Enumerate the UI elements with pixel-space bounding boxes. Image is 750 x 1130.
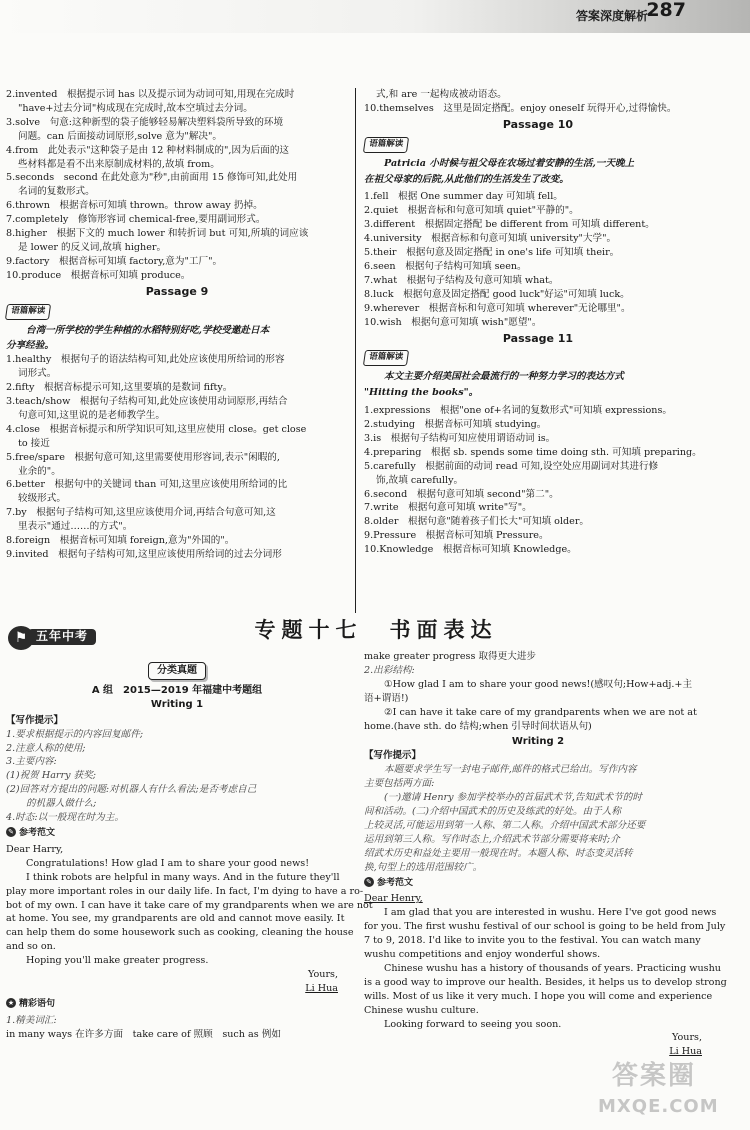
answer-line: 10.wish 根据句意可知填 wish"愿望"。 <box>364 316 542 328</box>
phrase-line: 2.出彩结构: <box>364 664 415 676</box>
hint-line: (2)回答对方提出的问题:对机器人有什么看法;是否考虑自己 <box>6 784 257 796</box>
answer-line: 6.seen 根据句子结构可知填 seen。 <box>364 260 527 272</box>
hint-line: (一)邀请 Henry 参加学校举办的首届武术节,告知武术节的时 <box>384 792 642 804</box>
answer-line: 5.their 根据句意及固定搭配 in one's life 可知填 their。 <box>364 247 620 259</box>
hint-line: 2.注意人称的使用; <box>6 742 86 754</box>
hint-line: 4.时态:以一般现在时为主。 <box>6 812 124 824</box>
answer-line: 5.carefully 根据前面的动词 read 可知,设空处应用副词对其进行修 <box>364 460 659 472</box>
answer-line: 4.close 根据音标提示和所学知识可知,这里应使用 close。get close <box>6 423 307 435</box>
phrase-line: 语+谓语!) <box>364 692 409 704</box>
passage-summary: 在祖父母家的后院,从此他们的生活发生了改变。 <box>364 173 569 185</box>
letter-line: Looking forward to seeing you soon. <box>384 1018 562 1030</box>
answer-line: 9.factory 根据音标可知填 factory,意为"工厂"。 <box>6 255 223 267</box>
answer-line: 5.seconds second 在此处意为"秒",由前面用 15 修饰可知,此处用 <box>6 172 298 184</box>
answer-line: 10.produce 根据音标可知填 produce。 <box>6 269 191 281</box>
top-left-column <box>6 88 348 616</box>
passage-summary-tag: 语篇解读 <box>363 137 409 153</box>
letter-line: 7 to 9, 2018. I'd like to invite you to the festival. You can watch many <box>364 935 701 947</box>
answer-line: 8.older 根据句意"随着孩子们长大"可知填 older。 <box>364 516 590 528</box>
letter-closing: Yours, <box>307 969 338 981</box>
letter-line: Chinese wushu has a history of thousands of years. Practicing wushu <box>384 962 721 974</box>
watermark-text: 答案圈 <box>612 1061 697 1091</box>
answer-line: 2.quiet 根据音标和句意可知填 quiet"平静的"。 <box>364 205 579 217</box>
answer-line: 7.by 根据句子结构可知,这里应该使用介词,再结合句意可知,这 <box>6 507 276 519</box>
answer-line: 6.second 根据句意可知填 second"第二"。 <box>364 488 559 500</box>
hint-line: 换,句型上的选用范围较广。 <box>364 861 483 873</box>
answer-line: 句意可知,这里说的是老师教学生。 <box>18 409 165 421</box>
hint-line: 的机器人做什么; <box>26 798 97 810</box>
watermark-url: MXQE.COM <box>598 1096 719 1117</box>
writing-title: Writing 1 <box>150 698 204 710</box>
answer-line: 8.luck 根据句意及固定搭配 good luck"好运"可知填 luck。 <box>364 288 630 300</box>
letter-line: Hoping you'll make greater progress. <box>26 955 209 967</box>
answer-line: 2.invented 根据提示词 has 以及提示词为动词可知,用现在完成时 <box>6 89 295 100</box>
answer-line: 问题。can 后面接动词原形,solve 意为"解决"。 <box>18 130 223 142</box>
answer-line: 6.thrown 根据音标可知填 thrown。throw away 扔掉。 <box>6 200 263 212</box>
phrase-line: ②I can have it take care of my grandparents when we are not at <box>384 706 697 718</box>
letter-line: bot of my own. I can have it take care of my grandparents when we are not <box>6 899 373 911</box>
answer-line: 里表示"通过……的方式"。 <box>18 521 133 533</box>
passage-title: Passage 9 <box>145 284 209 298</box>
phrase-line: home.(have sth. do 结构;when 引导时间状语从句) <box>364 720 592 732</box>
passage-summary: 本文主要介绍美国社会最流行的一种努力学习的表达方式 <box>384 371 624 383</box>
letter-line: for you. The first wushu festival of our school is going to be held from July <box>364 921 726 933</box>
hint-line: 上较灵活,可能运用到第一人称、第二人称。介绍中国武术部分还要 <box>364 819 646 831</box>
answer-line: 4.from 此处表示"这种袋子是由 12 种材料制成的",因为后面的这 <box>6 144 290 156</box>
section-title: 专题十七 书面表达 <box>254 618 498 642</box>
answer-line: 词形式。 <box>18 368 57 380</box>
letter-signature: Li Hua <box>669 1046 702 1058</box>
letter-line: I am glad that you are interested in wushu. Here I've got good news <box>384 907 717 919</box>
answer-line: 6.better 根据句中的关键词 than 可知,这里应该使用所给词的比 <box>6 479 288 491</box>
answer-line: 4.university 根据音标和句意可知填 university"大学"。 <box>364 233 617 245</box>
answer-line: 1.expressions 根据"one of+名词的复数形式"可知填 expressions。 <box>364 405 672 417</box>
answer-line: 7.completely 修饰形容词 chemical-free,要用副词形式。 <box>6 214 266 226</box>
passage-summary: Patricia 小时候与祖父母在农场过着安静的生活,一天晚上 <box>384 157 635 169</box>
answer-line: 些材料都是看不出来原制成材料的,故填 from。 <box>18 158 220 170</box>
letter-line: can help them do some housework such as cooking, cleaning the house <box>6 927 354 939</box>
hint-line: (1)祝贺 Harry 获奖; <box>6 770 96 782</box>
bottom-left-column <box>6 662 373 1074</box>
passage-summary-tag: 语篇解读 <box>5 304 51 320</box>
answer-line: 业余的"。 <box>18 465 61 477</box>
hint-line: 本题要求学生写一封电子邮件,邮件的格式已给出。写作内容 <box>384 764 637 776</box>
star-icon: ★ <box>7 999 15 1008</box>
answer-line: 10.themselves 这里是固定搭配。enjoy oneself 玩得开心,过得愉快。 <box>364 102 677 114</box>
letter-line: Dear Henry, <box>364 893 423 905</box>
answer-line: 3.solve 句意:这种新型的袋子能够轻易解决塑料袋所导致的环境 <box>6 116 284 128</box>
passage-title: Passage 11 <box>502 331 574 345</box>
answer-line: 2.studying 根据音标可知填 studying。 <box>364 419 547 431</box>
reference-essay-label: ✎ 参考范文 <box>6 827 55 841</box>
page-header <box>0 0 750 40</box>
group-title: A 组 2015—2019 年福建中考题组 <box>91 684 263 696</box>
phrase-line: make greater progress 取得更大进步 <box>364 651 537 662</box>
letter-line: and so on. <box>6 941 56 953</box>
answer-line: 3.teach/show 根据句子结构可知,此处应该使用动词原形,再结合 <box>6 396 288 408</box>
phrase-line: ①How glad I am to share your good news!(感叹句;How+adj.+主 <box>384 678 693 690</box>
badge-label: 五年中考 <box>28 629 96 645</box>
column-divider <box>355 88 356 613</box>
answer-line: 4.preparing 根据 sb. spends some time doing sth. 可知填 preparing。 <box>364 446 702 458</box>
pen-icon: ✎ <box>6 827 16 837</box>
hints-title: 【写作提示】 <box>6 714 64 726</box>
page-number: 287 <box>646 0 686 21</box>
letter-line: wills. Most of us like it very much. I hope you will come and experience <box>364 990 713 1002</box>
top-right-column <box>364 88 712 616</box>
letter-line: Dear Harry, <box>6 843 64 855</box>
letter-line: at home. You see, my grandparents are old and cannot move easily. It <box>6 913 345 925</box>
passage-summary-tag: 语篇解读 <box>363 350 409 366</box>
pen-icon: ✎ <box>364 877 374 887</box>
phrase-line: 1.精美词汇: <box>6 1014 57 1026</box>
answer-line: to 接近 <box>18 437 50 449</box>
letter-closing: Yours, <box>671 1032 702 1044</box>
answer-line: "have+过去分词"构成现在完成时,故本空填过去分词。 <box>18 102 253 114</box>
passage-summary: 台湾一所学校的学生种植的水稻特别好吃,学校受邀赴日本 <box>26 324 270 336</box>
header-title: 答案深度解析 <box>575 9 648 23</box>
passage-summary: "Hitting the books"。 <box>364 387 479 399</box>
site-watermark <box>592 1061 742 1126</box>
answer-line: 5.free/spare 根据句意可知,这里需要使用形容词,表示"闲暇的, <box>6 451 280 463</box>
hint-line: 间和活动。(二)介绍中国武术的历史及练武的好处。由于人称 <box>364 805 621 817</box>
hint-line: 绍武术历史和益处主要用一般现在时。本题人称、时态变灵活转 <box>364 847 633 859</box>
wonderful-sentences-label: ★ 精彩语句 <box>7 998 56 1009</box>
hint-line: 主要包括两方面: <box>364 778 435 790</box>
answer-line: 9.Pressure 根据音标可知填 Pressure。 <box>364 530 549 542</box>
bottom-right-column <box>364 650 727 1058</box>
letter-line: Chinese wushu culture. <box>364 1004 479 1016</box>
badge-flag-icon: ⚑ <box>8 626 34 650</box>
hint-line: 运用到第三人称。写作时态上,介绍武术节部分需要将来时;介 <box>364 833 620 845</box>
answer-line: 名词的复数形式。 <box>18 186 95 198</box>
hints-title: 【写作提示】 <box>364 750 422 762</box>
letter-line: I think robots are helpful in many ways. And in the future they'll <box>26 871 340 883</box>
reference-essay-label: ✎ 参考范文 <box>364 877 413 891</box>
category-label: 分类真题 <box>148 662 206 680</box>
answer-line: 7.write 根据句意可知填 write"写"。 <box>364 502 532 514</box>
letter-line: is a good way to improve our health. Besides, it helps us to develop strong <box>364 976 727 988</box>
writing-title: Writing 2 <box>511 736 565 748</box>
answer-line: 2.fifty 根据音标提示可知,这里要填的是数词 fifty。 <box>6 382 233 394</box>
answer-line: 较级形式。 <box>18 493 66 505</box>
letter-line: Congratulations! How glad I am to share your good news! <box>26 857 310 869</box>
letter-line: wushu competitions and enjoy wonderful shows. <box>364 949 601 961</box>
answer-line: 3.different 根据固定搭配 be different from 可知填 different。 <box>364 219 655 231</box>
hint-line: 3.主要内容: <box>6 756 57 768</box>
answer-line: 8.foreign 根据音标可知填 foreign,意为"外国的"。 <box>6 535 235 547</box>
answer-line: 1.healthy 根据句子的语法结构可知,此处应该使用所给词的形容 <box>6 354 285 366</box>
answer-line: 7.what 根据句子结构及句意可知填 what。 <box>364 274 559 286</box>
answer-line: 9.invited 根据句子结构可知,这里应该使用所给词的过去分词形 <box>6 549 282 560</box>
answer-line: 8.higher 根据下文的 much lower 和转折词 but 可知,所填的词应该 <box>6 228 309 240</box>
answer-line: 10.Knowledge 根据音标可知填 Knowledge。 <box>364 544 577 556</box>
answer-line: 饰,故填 carefully。 <box>376 474 464 486</box>
five-year-exam-badge <box>8 626 116 650</box>
hint-line: 1.要求根据提示的内容回复邮件; <box>6 728 144 740</box>
answer-line: 9.wherever 根据音标和句意可知填 wherever"无论哪里"。 <box>364 302 631 314</box>
passage-summary: 分享经验。 <box>6 340 54 352</box>
phrase-line: in many ways 在许多方面 take care of 照顾 such as 例如 <box>6 1028 281 1040</box>
answer-line: 3.is 根据句子结构可知应使用谓语动词 is。 <box>364 432 556 444</box>
letter-line: play more important roles in our daily life. In fact, I'm dying to have a ro- <box>6 885 364 897</box>
answer-line: 是 lower 的反义词,故填 higher。 <box>18 241 167 253</box>
answer-line: 式,和 are 一起构成被动语态。 <box>376 89 507 100</box>
answer-line: 1.fell 根据 One summer day 可知填 fell。 <box>364 191 563 203</box>
letter-signature: Li Hua <box>305 982 338 994</box>
passage-title: Passage 10 <box>502 117 574 131</box>
